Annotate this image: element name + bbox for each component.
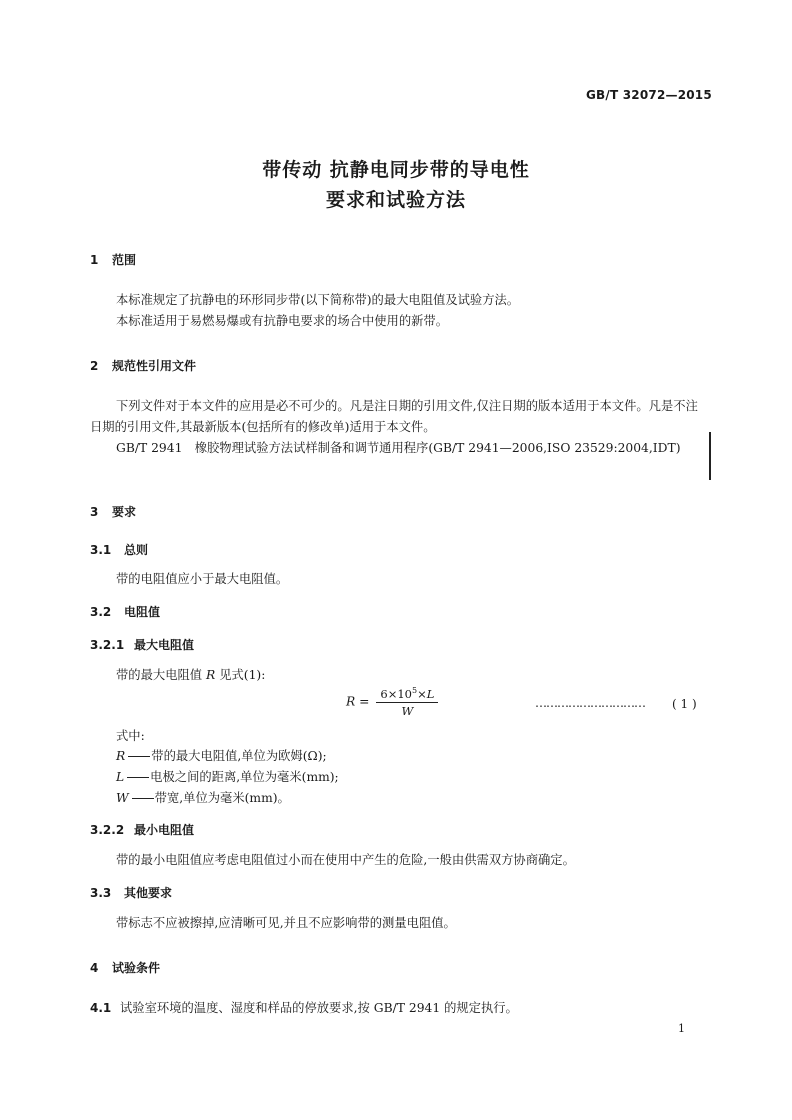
formula-fraction	[376, 686, 438, 718]
section-heading-2: 2 规范性引用文件	[90, 359, 197, 373]
paragraph: GB/T 2941 橡胶物理试验方法试样制备和调节通用程序(GB/T 2941—2006,ISO 23529:2004,IDT)	[116, 441, 681, 455]
formula-lhs: R =	[346, 694, 370, 709]
paragraph: 本标准适用于易燃易爆或有抗静电要求的场合中使用的新带。	[116, 314, 449, 328]
section-heading-3-2-2: 3.2.2 最小电阻值	[90, 823, 195, 837]
section-heading-3-1: 3.1 总则	[90, 543, 149, 557]
paragraph: 带的电阻值应小于最大电阻值。	[116, 572, 289, 586]
section-heading-3-2: 3.2 电阻值	[90, 605, 161, 619]
section-heading-3-3: 3.3 其他要求	[90, 886, 173, 900]
formula-numerator: $6\times 10^5\times L$	[376, 686, 438, 703]
formula-1	[346, 686, 438, 718]
section-heading-4: 4 试验条件	[90, 961, 161, 975]
clause-4-1: 4.1 试验室环境的温度、湿度和样品的停放要求,按 GB/T 2941 的规定执行。	[90, 1001, 518, 1015]
paragraph: 带标志不应被擦掉,应清晰可见,并且不应影响带的测量电阻值。	[116, 916, 456, 930]
paragraph: 带的最小电阻值应考虑电阻值过小而在使用中产生的危险,一般由供需双方协商确定。	[116, 853, 575, 867]
document-title-line2: 要求和试验方法	[325, 189, 466, 211]
formula-denominator: W	[401, 703, 414, 718]
where-label: 式中:	[116, 729, 145, 743]
definition-item: W 带宽,单位为毫米(mm)。	[116, 791, 290, 805]
standard-number: GB/T 32072—2015	[586, 88, 712, 102]
definition-item: R 带的最大电阻值,单位为欧姆(Ω);	[116, 749, 327, 763]
page-number: 1	[678, 1022, 685, 1035]
section-2-body	[90, 396, 702, 459]
definition-item: L 电极之间的距离,单位为毫米(mm);	[116, 770, 339, 784]
formula-leader: …………………………	[535, 696, 645, 710]
paragraph: 本标准规定了抗静电的环形同步带(以下简称带)的最大电阻值及试验方法。	[116, 293, 520, 307]
section-1-body	[90, 290, 702, 332]
revision-bar	[709, 432, 711, 480]
section-heading-1: 1 范围	[90, 253, 137, 267]
section-heading-3: 3 要求	[90, 505, 137, 519]
paragraph: 下列文件对于本文件的应用是必不可少的。凡是注日期的引用文件,仅注日期的版本适用于本文件。凡是不注日期的引用文件,其最新版本(包括所有的修改单)适用于本文件。	[90, 399, 698, 434]
equation-number: ( 1 )	[672, 697, 697, 711]
section-heading-3-2-1: 3.2.1 最大电阻值	[90, 638, 195, 652]
document-title-line1: 带传动 抗静电同步带的导电性	[262, 159, 530, 181]
paragraph: 带的最大电阻值 R 见式(1):	[116, 668, 266, 682]
